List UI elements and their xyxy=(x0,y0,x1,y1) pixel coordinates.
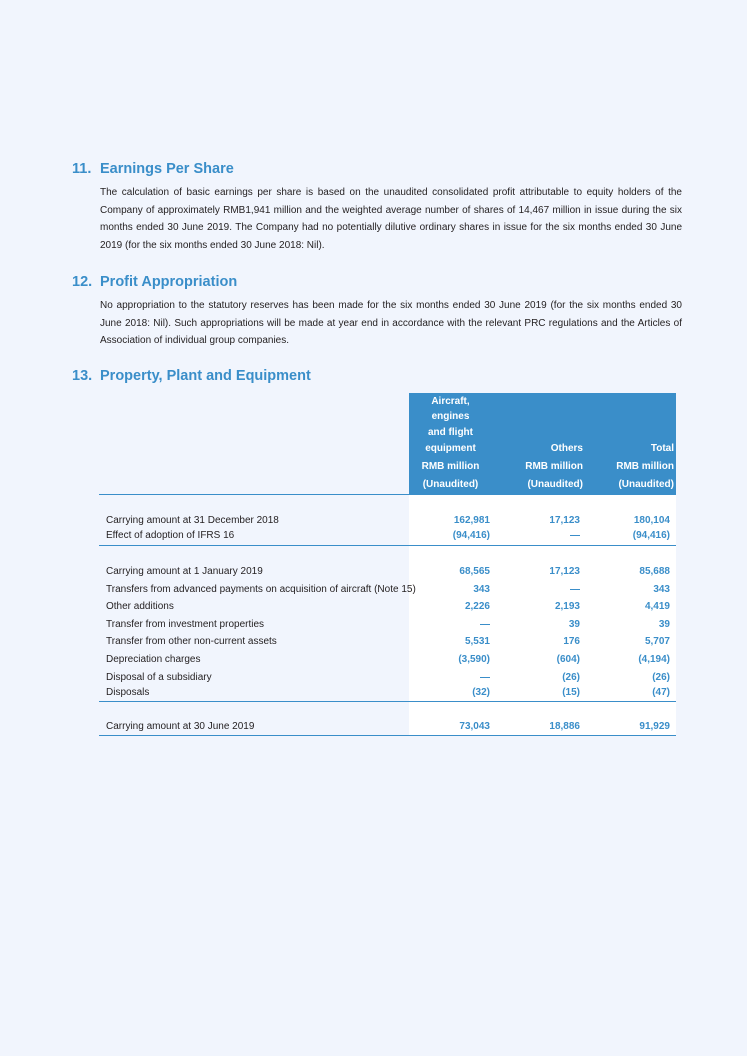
cell-others: 2,193 xyxy=(554,601,580,612)
cell-aircraft: 73,043 xyxy=(459,721,490,732)
row-label: Transfers from advanced payments on acquisition of aircraft (Note 15) xyxy=(106,584,416,595)
table-row xyxy=(99,633,676,650)
cell-total: 4,419 xyxy=(644,601,670,612)
row-label: Transfer from other non-current assets xyxy=(106,636,277,647)
header-status: (Unaudited) xyxy=(422,479,479,490)
table-row xyxy=(99,563,676,580)
cell-aircraft: 2,226 xyxy=(464,601,490,612)
cell-total: 85,688 xyxy=(639,566,670,577)
cell-others: (15) xyxy=(562,687,580,698)
section-body: The calculation of basic earnings per share is based on the unaudited consolidated profit attributable to equity holders of the Company of approximately RMB1,941 million and the weighted average number of shares of 14,467 million in issue during the six months ended 30 June 2019. The Company had no potentially dilutive ordinary shares in issue for the six months ended 30 June 2019 (for the six months ended 30 June 2018: Nil). xyxy=(100,187,682,251)
section-earnings-per-share xyxy=(72,160,682,254)
cell-total: 5,707 xyxy=(644,636,670,647)
header-aircraft-line-3: and flight xyxy=(428,427,473,438)
table-row xyxy=(99,581,676,598)
cell-total: (4,194) xyxy=(638,654,670,665)
header-aircraft-line-2: engines xyxy=(431,411,470,422)
row-label: Carrying amount at 30 June 2019 xyxy=(106,721,255,732)
header-others: Others xyxy=(550,443,583,454)
row-label: Disposals xyxy=(106,687,150,698)
cell-total: 180,104 xyxy=(633,515,670,526)
cell-aircraft: 68,565 xyxy=(459,566,490,577)
header-unit: RMB million xyxy=(525,461,583,472)
section-property-plant-equipment xyxy=(72,367,682,385)
header-unit: RMB million xyxy=(421,461,480,472)
section-number: 11. xyxy=(72,161,92,177)
table-row xyxy=(99,651,676,668)
cell-aircraft: — xyxy=(480,672,490,683)
row-label: Carrying amount at 1 January 2019 xyxy=(106,566,263,577)
row-rule xyxy=(99,701,676,702)
cell-total: (47) xyxy=(652,687,670,698)
section-title: Earnings Per Share xyxy=(100,161,234,177)
header-status: (Unaudited) xyxy=(527,479,583,490)
cell-total: 343 xyxy=(653,584,670,595)
row-label: Transfer from investment properties xyxy=(106,619,265,630)
cell-others: 17,123 xyxy=(549,515,580,526)
section-number: 12. xyxy=(72,274,93,290)
header-aircraft-line-1: Aircraft, xyxy=(431,396,470,407)
cell-others: (604) xyxy=(556,654,580,665)
row-label: Depreciation charges xyxy=(106,654,201,665)
section-body: No appropriation to the statutory reserves has been made for the six months ended 30 June 2019 (for the six months ended 30 June 2018: Nil). Such appropriations will be made at year end in accordance with the relevant PRC regulations and the Articles of Association of individual group companies. xyxy=(100,300,682,347)
cell-others: 18,886 xyxy=(549,721,580,732)
table-header xyxy=(409,393,676,494)
header-status: (Unaudited) xyxy=(618,479,674,490)
cell-others: 17,123 xyxy=(549,566,580,577)
section-heading xyxy=(72,367,682,385)
cell-total: 91,929 xyxy=(639,721,670,732)
header-aircraft-line-4: equipment xyxy=(425,443,476,454)
table-row xyxy=(99,684,676,701)
cell-aircraft: 343 xyxy=(473,584,490,595)
table-bottom-rule xyxy=(99,735,676,736)
section-heading xyxy=(72,273,682,291)
cell-others: 176 xyxy=(563,636,580,647)
row-label: Carrying amount at 31 December 2018 xyxy=(106,515,279,526)
header-total: Total xyxy=(650,443,674,454)
cell-others: — xyxy=(570,530,580,541)
section-title: Property, Plant and Equipment xyxy=(100,368,311,384)
cell-aircraft: 5,531 xyxy=(464,636,490,647)
row-rule xyxy=(99,545,676,546)
table-row xyxy=(99,598,676,615)
cell-total: (94,416) xyxy=(632,530,670,541)
cell-total: 39 xyxy=(658,619,670,630)
section-heading xyxy=(72,160,682,178)
cell-total: (26) xyxy=(652,672,670,683)
row-label: Effect of adoption of IFRS 16 xyxy=(106,530,235,541)
section-number: 13. xyxy=(72,368,93,384)
cell-others: 39 xyxy=(568,619,580,630)
table-row xyxy=(99,616,676,633)
header-unit: RMB million xyxy=(616,461,674,472)
section-profit-appropriation xyxy=(72,273,682,350)
section-title: Profit Appropriation xyxy=(100,274,238,290)
cell-aircraft: (3,590) xyxy=(458,654,490,665)
cell-others: — xyxy=(570,584,580,595)
row-label: Other additions xyxy=(106,601,174,612)
cell-others: (26) xyxy=(562,672,580,683)
row-label: Disposal of a subsidiary xyxy=(106,672,212,683)
cell-aircraft: 162,981 xyxy=(453,515,490,526)
cell-aircraft: — xyxy=(480,619,490,630)
cell-aircraft: (94,416) xyxy=(452,530,490,541)
table-row xyxy=(99,527,676,544)
cell-aircraft: (32) xyxy=(472,687,490,698)
table-row xyxy=(99,718,676,735)
